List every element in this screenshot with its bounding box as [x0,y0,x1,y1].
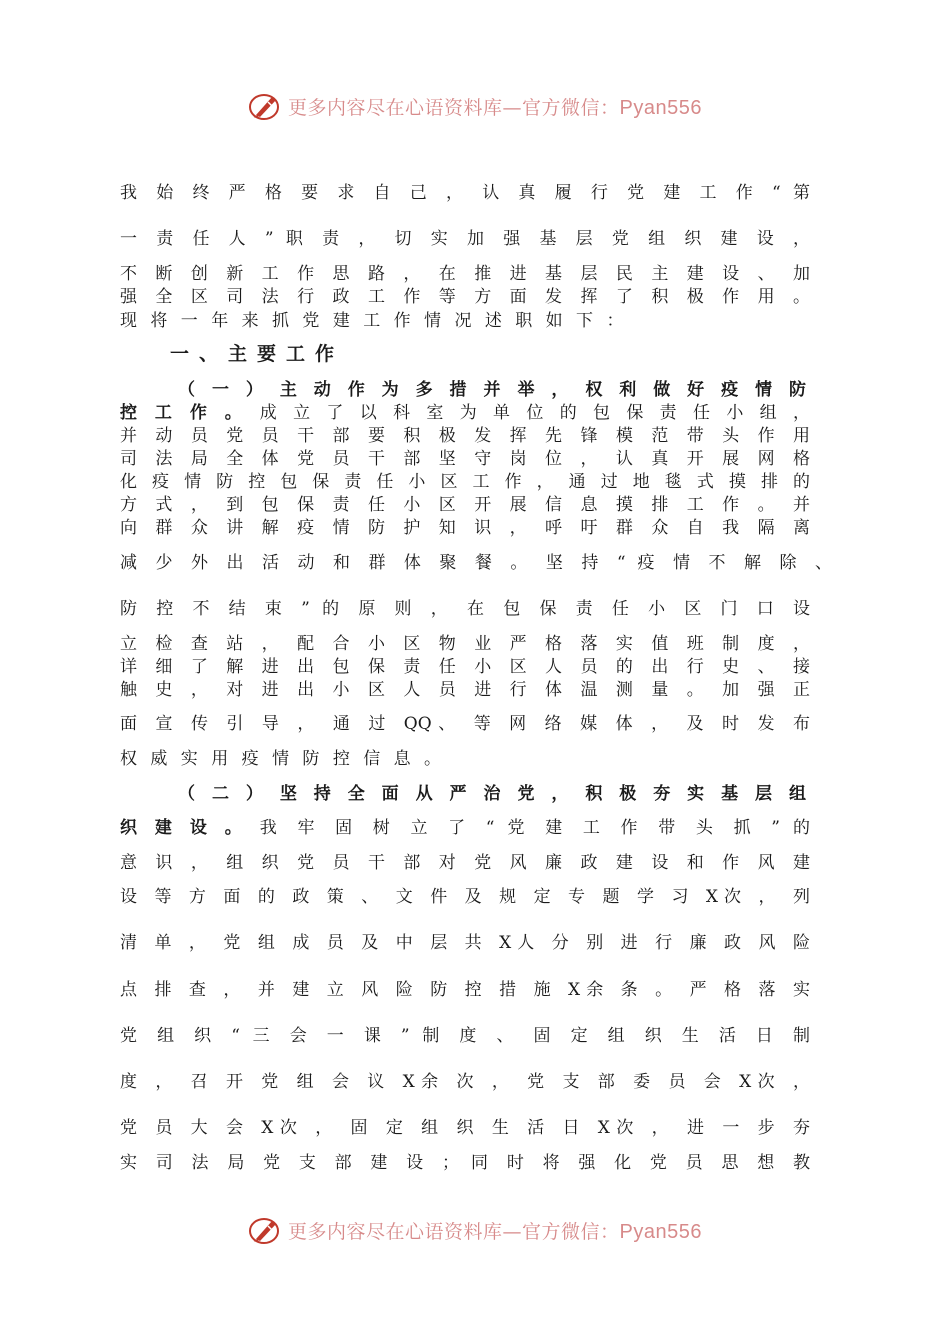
text-line: 防 控 不 结 束 ” 的 原 则 ， 在 包 保 责 任 小 区 门 口 设 [120,599,810,619]
text-line-rest: 成 立 了 以 科 室 为 单 位 的 包 保 责 任 小 组 ， [259,403,810,423]
text-line: 一 责 任 人 ” 职 责 ， 切 实 加 强 基 层 党 组 织 建 设 ， [120,229,810,249]
text-line: 点 排 查 ， 并 建 立 风 险 防 控 措 施 X余 条 。 严 格 落 实 [120,980,810,1000]
subsection-heading: （ 一 ） 主 动 作 为 多 措 并 举 ， 权 利 做 好 疫 情 防 [178,380,807,400]
text-line: 立 检 查 站 ， 配 合 小 区 物 业 严 格 落 实 值 班 制 度 ， [120,634,810,654]
text-line: 司 法 局 全 体 党 员 干 部 坚 守 岗 位 ， 认 真 开 展 网 格 [120,449,810,469]
text-line: 党 组 织 “ 三 会 一 课 ” 制 度 、 固 定 组 织 生 活 日 制 [120,1026,810,1046]
text-line: 意 识 ， 组 织 党 员 干 部 对 党 风 廉 政 建 设 和 作 风 建 [120,853,810,873]
subsection-heading-tail: 控 工 作 。 [120,403,248,423]
pen-nib-logo-icon [248,1213,282,1247]
header-wechat-id: Pyan556 [619,96,702,119]
text-line: 现 将 一 年 来 抓 党 建 工 作 情 况 述 职 如 下 ： [120,311,628,331]
text-line: 实 司 法 局 党 支 部 建 设 ； 同 时 将 强 化 党 员 思 想 教 [120,1153,810,1173]
header-banner [0,84,950,128]
subsection-heading: （ 二 ） 坚 持 全 面 从 严 治 党 ， 积 极 夯 实 基 层 组 [178,784,807,804]
header-banner-text [288,93,702,120]
pen-nib-logo-icon [248,89,282,123]
text-line: 权 威 实 用 疫 情 防 控 信 息 。 [120,749,446,769]
footer-text: 更多内容尽在心语资料库—官方微信： [288,1220,620,1243]
text-line: 清 单 ， 党 组 成 员 及 中 层 共 X人 分 别 进 行 廉 政 风 险 [120,933,810,953]
subsection-heading-tail: 织 建 设 。 [120,818,248,838]
text-line [120,815,810,841]
text-line: 我 始 终 严 格 要 求 自 己 ， 认 真 履 行 党 建 工 作 “ 第 [120,183,810,203]
footer-banner [0,1208,950,1252]
section-heading: 一、主要工作 [170,343,345,365]
text-line: 度 ， 召 开 党 组 会 议 X余 次 ， 党 支 部 委 员 会 X次 ， [120,1072,810,1092]
text-line: 详 细 了 解 进 出 包 保 责 任 小 区 人 员 的 出 行 史 、 接 [120,657,810,677]
text-line: 不 断 创 新 工 作 思 路 ， 在 推 进 基 层 民 主 建 设 、 加 [120,264,810,284]
text-line: 向 群 众 讲 解 疫 情 防 护 知 识 ， 呼 吁 群 众 自 我 隔 离 [120,518,810,538]
text-line: 面 宣 传 引 导 ， 通 过 QQ、 等 网 络 媒 体 ， 及 时 发 布 [120,714,810,734]
text-line: 化 疫 情 防 控 包 保 责 任 小 区 工 作 ， 通 过 地 毯 式 摸 排 的 [120,472,810,492]
footer-wechat-id: Pyan556 [619,1220,702,1243]
text-line: 并 动 员 党 员 干 部 要 积 极 发 挥 先 锋 模 范 带 头 作 用 [120,426,810,446]
header-text: 更多内容尽在心语资料库—官方微信： [288,96,620,119]
text-line: 强 全 区 司 法 行 政 工 作 等 方 面 发 挥 了 积 极 作 用 。 [120,287,810,307]
text-line: 触 史 ， 对 进 出 小 区 人 员 进 行 体 温 测 量 。 加 强 正 [120,680,810,700]
text-line-rest: 我 牢 固 树 立 了 “ 党 建 工 作 带 头 抓 ” 的 [259,818,810,838]
text-line: 减 少 外 出 活 动 和 群 体 聚 餐 。 坚 持 “ 疫 情 不 解 除 、 [120,553,832,573]
footer-banner-text [288,1217,702,1244]
text-line: 方 式 ， 到 包 保 责 任 小 区 开 展 信 息 摸 排 工 作 。 并 [120,495,810,515]
text-line: 设 等 方 面 的 政 策 、 文 件 及 规 定 专 题 学 习 X次 ， 列 [120,887,810,907]
text-line: 党 员 大 会 X次 ， 固 定 组 织 生 活 日 X次 ， 进 一 步 夯 [120,1118,810,1138]
